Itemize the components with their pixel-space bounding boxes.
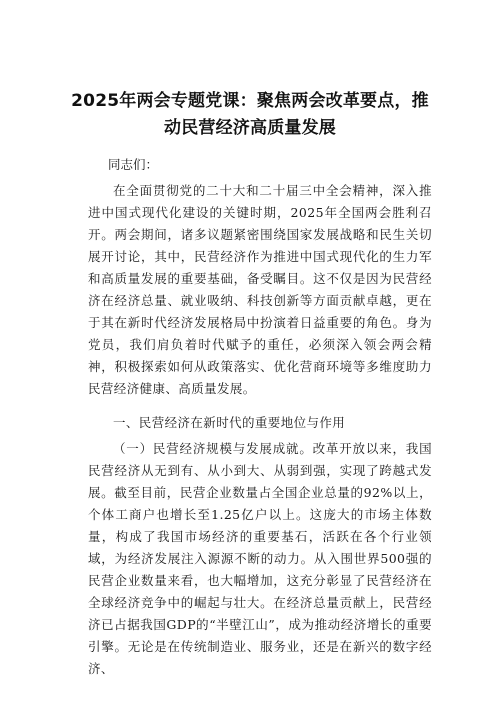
paragraph-gap (88, 400, 432, 406)
section-1-paragraph: （一）民营经济规模与发展成就。改革开放以来，我国民营经济从无到有、从小到大、从弱到强，实现了跨越式发展。截至目前，民营企业数量占全国企业总量的92%以上，个体工商户也增长至1.25亿户以上。这庞大的市场主体数量，构成了我国市场经济的重要基石，活跃在各个行业领域，为经济发展注入源源不断的动力。从入围世界500强的民营企业数量来看，也大幅增加，这充分彰显了民营经济在全球经济竞争中的崛起与壮大。在经济总量贡献上，民营经济已占据我国GDP的“半壁江山”，成为推动经济增长的重要引擎。无论是在传统制造业、服务业，还是在新兴的数字经济、 (88, 441, 432, 676)
title-line-2: 动民营经济高质量发展 (164, 118, 336, 138)
title-line-1: 2025年两会专题党课：聚焦两会改革要点，推 (71, 91, 429, 111)
intro-paragraph: 在全面贯彻党的二十大和二十届三中全会精神，深入推进中国式现代化建设的关键时期，2025年全国两会胜利召开。两会期间，诸多议题紧密围绕国家发展战略和民生关切展开讨论，其中，民营经济作为推进中国式现代化的生力军和高质量发展的重要基础，备受瞩目。这不仅是因为民营经济在经济总量、就业吸纳、科技创新等方面贡献卓越，更在于其在新时代经济发展格局中扮演着日益重要的角色。身为党员，我们肩负着时代赋予的重任，必须深入领会两会精神，积极探索如何从政策落实、优化营商环境等多维度助力民营经济健康、高质量发展。 (88, 183, 432, 396)
salutation: 同志们： (108, 157, 159, 172)
section-1-heading: 一、民营经济在新时代的重要地位与作用 (113, 415, 346, 430)
document-title (68, 88, 432, 142)
